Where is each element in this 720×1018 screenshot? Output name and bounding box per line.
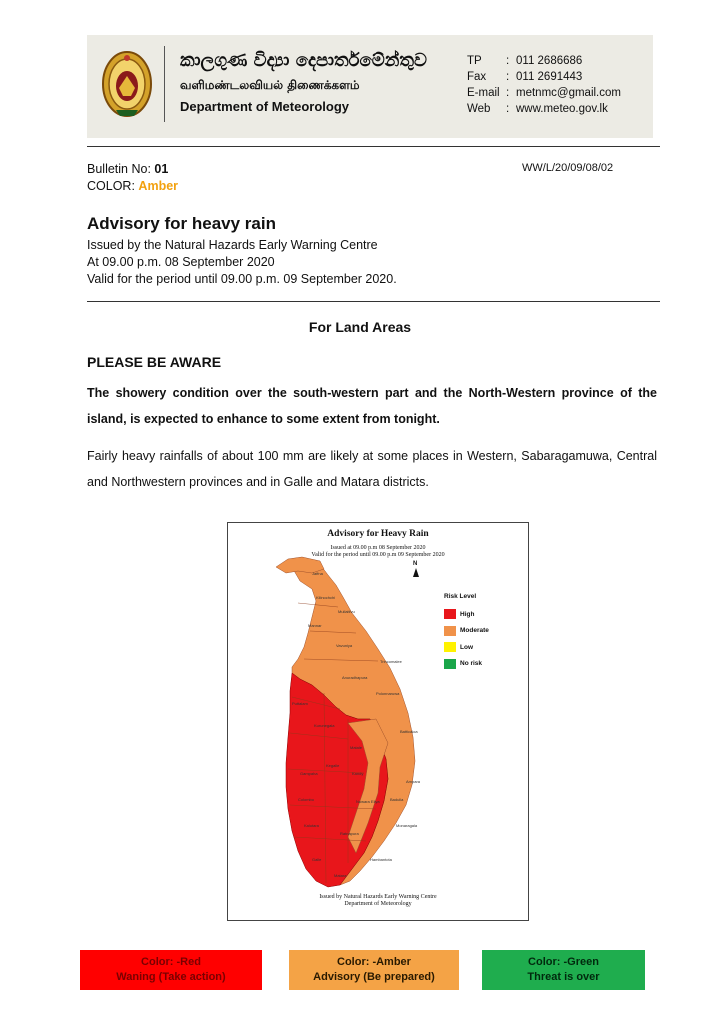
bulletin-number-line: Bulletin No: 01 <box>87 162 169 176</box>
district-label: Kandy <box>352 771 364 776</box>
legend-item-no-risk: No risk <box>444 656 489 673</box>
north-label: N <box>413 561 418 567</box>
middle-divider <box>87 301 660 302</box>
district-label: Mannar <box>308 623 322 628</box>
district-label: Vavuniya <box>336 643 353 648</box>
color-chip-amber: Color: -Amber Advisory (Be prepared) <box>289 950 459 990</box>
district-label: Kilinochchi <box>316 595 336 600</box>
map-footer <box>228 894 528 908</box>
district-label: Ratnapura <box>340 831 359 836</box>
valid-period: Valid for the period until 09.00 p.m. 09 September 2020. <box>87 272 397 286</box>
map-issued-at: Issued at 09.00 p.m 08 September 2020 <box>330 545 426 551</box>
bulletin-color: Amber <box>138 179 179 193</box>
forecast-detail: Fairly heavy rainfalls of about 100 mm are likely at some places in Western, Sabaragamuwa, Central and Northwestern provinces and in Galle and Matara districts. <box>87 449 657 489</box>
issued-at: At 09.00 p.m. 08 September 2020 <box>87 255 275 269</box>
district-label: Mullaitivu <box>338 609 355 614</box>
bulletin-reference: WW/L/20/09/08/02 <box>522 162 614 174</box>
legend-item-high: High <box>444 606 489 623</box>
contact-block <box>467 53 621 117</box>
section-title: For Land Areas <box>308 319 412 335</box>
map-title: Advisory for Heavy Rain <box>327 529 429 539</box>
top-divider <box>87 146 660 147</box>
advisory-issue-info <box>87 237 397 288</box>
map-valid-period: Valid for the period until 09.00 p.m 09 September 2020 <box>311 552 445 558</box>
district-label: Badulla <box>390 797 404 802</box>
district-label: Anuradhapura <box>342 675 368 680</box>
legend-swatch <box>444 626 456 636</box>
advisory-title: Advisory for heavy rain <box>87 214 276 233</box>
district-label: Batticaloa <box>400 729 418 734</box>
fax-number: 011 2691443 <box>516 71 583 83</box>
phone-number: 011 2686686 <box>516 55 583 67</box>
contact-row-email: E-mail : metnmc@gmail.com <box>467 87 621 99</box>
district-label: Kalutara <box>304 823 319 828</box>
district-label: Trincomalee <box>380 659 402 664</box>
district-label: Colombo <box>298 797 315 802</box>
website-url: www.meteo.gov.lk <box>516 103 608 115</box>
map-issuer: Issued by Natural Hazards Early Warning Centre <box>319 894 437 900</box>
legend-swatch <box>444 609 456 619</box>
district-label: Monaragala <box>396 823 418 828</box>
bulletin-number: 01 <box>154 162 169 176</box>
district-label: Nuwara Eliya <box>356 799 380 804</box>
department-title-tamil: வளிமண்டலவியல் திணைக்களம் <box>180 78 360 92</box>
district-label: Galle <box>312 857 322 862</box>
legend-item-moderate: Moderate <box>444 623 489 640</box>
header-divider <box>164 46 165 122</box>
legend-swatch <box>444 642 456 652</box>
district-label: Kurunegala <box>314 723 335 728</box>
district-label: Matara <box>334 873 347 878</box>
map-subtitle <box>228 545 528 559</box>
district-label: Hambantota <box>370 857 392 862</box>
color-chip-green: Color: -Green Threat is over <box>482 950 645 990</box>
contact-row-phone: TP : 011 2686686 <box>467 55 583 67</box>
district-label: Jaffna <box>312 571 323 576</box>
sri-lanka-emblem-icon <box>100 48 154 120</box>
contact-row-web: Web : www.meteo.gov.lk <box>467 103 608 115</box>
department-title-sinhala: කාලගුණ විද්‍යා දෙපාර්තමේන්තුව <box>180 50 427 71</box>
district-label: Polonnaruwa <box>376 691 400 696</box>
risk-map <box>227 522 529 921</box>
bulletin-color-line: COLOR: Amber <box>87 179 179 193</box>
color-chip-red: Color: -Red Waning (Take action) <box>80 950 262 990</box>
aware-heading: PLEASE BE AWARE <box>87 354 222 370</box>
district-label: Kegalle <box>326 763 340 768</box>
map-legend <box>444 593 489 672</box>
contact-row-fax: Fax : 011 2691443 <box>467 71 583 83</box>
district-label: Ampara <box>406 779 421 784</box>
issued-by: Issued by the Natural Hazards Early Warning Centre <box>87 238 378 252</box>
district-label: Matale <box>350 745 363 750</box>
legend-swatch <box>444 659 456 669</box>
legend-title: Risk Level <box>444 593 477 600</box>
email-address: metnmc@gmail.com <box>516 87 621 99</box>
bulletin-meta <box>87 161 178 195</box>
district-label: Puttalam <box>292 701 308 706</box>
forecast-summary: The showery condition over the south-western part and the North-Western province of the island, is expected to enhance to some extent from tonight. <box>87 386 657 426</box>
north-arrow-icon <box>413 561 419 577</box>
department-title-english: Department of Meteorology <box>180 99 350 114</box>
map-department: Department of Meteorology <box>344 901 412 907</box>
legend-item-low: Low <box>444 639 489 656</box>
district-label: Gampaha <box>300 771 318 776</box>
